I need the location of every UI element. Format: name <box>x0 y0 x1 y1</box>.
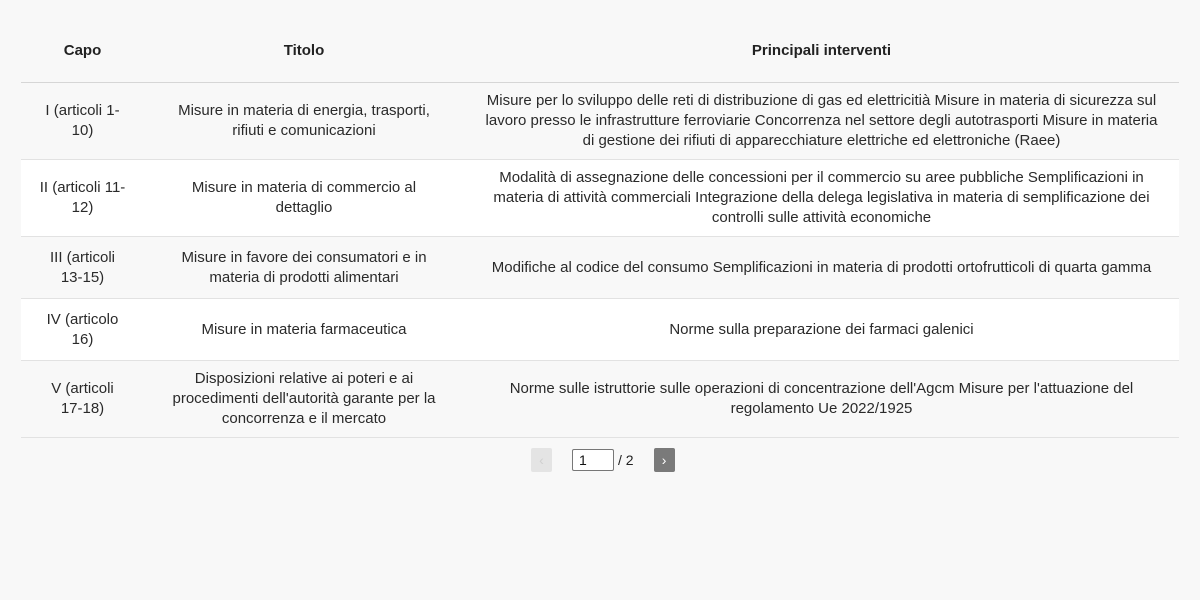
cell-titolo: Misure in materia farmaceutica <box>144 299 464 361</box>
pagination <box>531 448 675 472</box>
cell-interventi: Norme sulla preparazione dei farmaci galenici <box>464 299 1179 361</box>
column-header-interventi[interactable]: Principali interventi <box>464 20 1179 83</box>
cell-capo: III (articoli 13-15) <box>21 237 144 299</box>
cell-interventi: Norme sulle istruttorie sulle operazioni di concentrazione dell'Agcm Misure per l'attuazione del regolamento Ue 2022/1925 <box>464 361 1179 438</box>
data-table <box>21 20 1179 438</box>
cell-capo: V (articoli 17-18) <box>21 361 144 438</box>
page-total: / 2 <box>618 452 634 468</box>
column-header-capo[interactable]: Capo <box>21 20 144 83</box>
cell-capo: II (articoli 11-12) <box>21 160 144 237</box>
cell-interventi: Modalità di assegnazione delle concessioni per il commercio su aree pubbliche Semplificazioni in materia di attività commerciali Integrazione della delega legislativa in materia di semplificazione dei controlli sulle attività economiche <box>464 160 1179 237</box>
prev-page-button[interactable]: ‹ <box>531 448 552 472</box>
header-row <box>21 20 1179 83</box>
cell-interventi: Misure per lo sviluppo delle reti di distribuzione di gas ed elettricitià Misure in materia di sicurezza sul lavoro presso le infrastrutture ferroviarie Concorrenza nel settore degli autotrasporti Misure in materia di gestione dei rifiuti di apparecchiature elettriche ed elettroniche (Raee) <box>464 83 1179 160</box>
cell-interventi: Modifiche al codice del consumo Semplificazioni in materia di prodotti ortofrutticoli di quarta gamma <box>464 237 1179 299</box>
page-number-input[interactable] <box>572 449 614 471</box>
cell-capo: I (articoli 1-10) <box>21 83 144 160</box>
cell-capo: IV (articolo 16) <box>21 299 144 361</box>
column-header-titolo[interactable]: Titolo <box>144 20 464 83</box>
table-header <box>21 20 1179 83</box>
cell-titolo: Misure in materia di commercio al dettaglio <box>144 160 464 237</box>
table-row <box>21 237 1179 299</box>
table-row <box>21 361 1179 438</box>
table-row <box>21 299 1179 361</box>
next-page-button[interactable]: › <box>654 448 675 472</box>
table-row <box>21 83 1179 160</box>
cell-titolo: Misure in materia di energia, trasporti, rifiuti e comunicazioni <box>144 83 464 160</box>
table-row <box>21 160 1179 237</box>
cell-titolo: Misure in favore dei consumatori e in materia di prodotti alimentari <box>144 237 464 299</box>
cell-titolo: Disposizioni relative ai poteri e ai procedimenti dell'autorità garante per la concorrenza e il mercato <box>144 361 464 438</box>
table-container <box>21 20 1179 438</box>
table-body <box>21 83 1179 438</box>
